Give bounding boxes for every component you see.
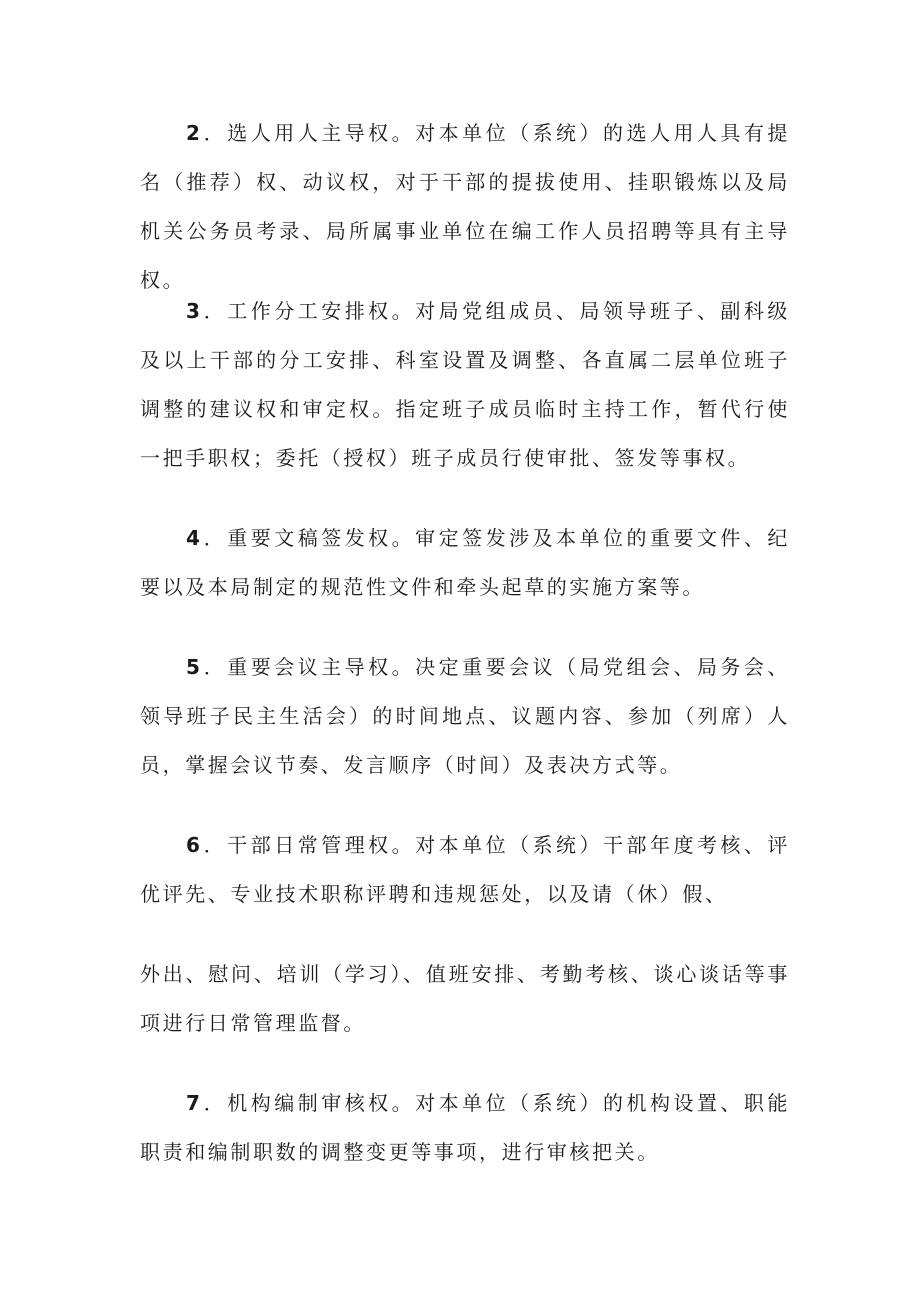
paragraph-number: 2 <box>186 121 203 145</box>
paragraph-number: 7 <box>186 1091 203 1115</box>
paragraph-text: ．工作分工安排权。对局党组成员、局领导班子、副科级及以上干部的分工安排、科室设置及调整、各直属二层单位班子调整的建议权和审定权。指定班子成员临时主持工作，暂代行使一把手职权；委托（授权）班子成员行使审批、签发等事权。 <box>140 299 790 470</box>
paragraph-6 <box>140 821 790 919</box>
paragraph-text: ．选人用人主导权。对本单位（系统）的选人用人具有提名（推荐）权、动议权，对于干部的提拔使用、挂职锻炼以及局机关公务员考录、局所属事业单位在编工作人员招聘等具有主导权。 <box>140 121 790 292</box>
paragraph-number: 4 <box>186 526 203 550</box>
paragraph-6-continuation: 外出、慰问、培训（学习）、值班安排、考勤考核、谈心谈话等事项进行日常管理监督。 <box>140 962 790 1035</box>
paragraph-7 <box>140 1079 790 1177</box>
paragraph-2 <box>140 109 790 305</box>
paragraph-text: ．机构编制审核权。对本单位（系统）的机构设置、职能职责和编制职数的调整变更等事项，进行审核把关。 <box>140 1091 790 1164</box>
paragraph-number: 3 <box>186 299 203 323</box>
paragraph-4 <box>140 514 790 612</box>
paragraph-text: ．重要文稿签发权。审定签发涉及本单位的重要文件、纪要以及本局制定的规范性文件和牵头起草的实施方案等。 <box>140 526 790 599</box>
paragraph-number: 6 <box>186 833 203 857</box>
paragraph-5 <box>140 643 790 790</box>
paragraph-text: ．重要会议主导权。决定重要会议（局党组会、局务会、领导班子民主生活会）的时间地点、议题内容、参加（列席）人员，掌握会议节奏、发言顺序（时间）及表决方式等。 <box>140 655 790 777</box>
paragraph-text: ．干部日常管理权。对本单位（系统）干部年度考核、评优评先、专业技术职称评聘和违规惩处，以及请（休）假、 <box>140 833 790 906</box>
paragraph-3 <box>140 287 790 483</box>
paragraph-number: 5 <box>186 655 203 679</box>
